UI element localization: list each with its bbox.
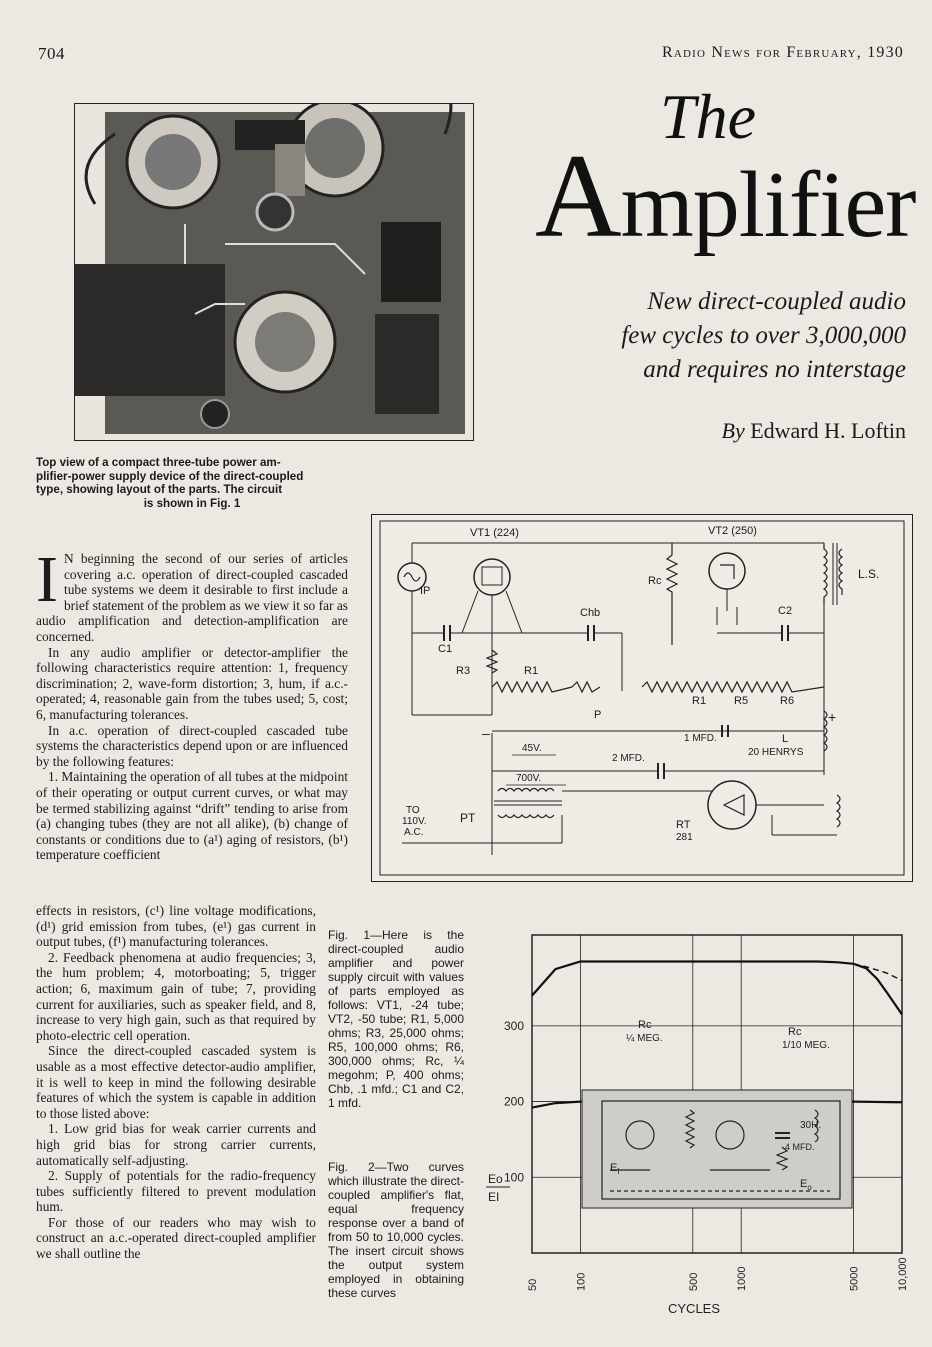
amplifier-photo-image bbox=[75, 104, 473, 440]
fig1-schematic-drawing bbox=[372, 515, 912, 881]
subtitle-line: New direct-coupled audio bbox=[647, 288, 906, 315]
fig1-label-l: L bbox=[782, 733, 789, 745]
title-initial: A bbox=[535, 129, 621, 262]
chart-y-tick-label: 300 bbox=[503, 1018, 524, 1033]
amplifier-photo bbox=[74, 103, 474, 441]
fig1-label-r1b: R1 bbox=[692, 695, 707, 707]
fig1-label-700v: 700V. bbox=[516, 773, 542, 784]
annotation-rc-quarter-sub: ¼ MEG. bbox=[626, 1033, 663, 1044]
insert-label-4mfd: 4 MFD. bbox=[785, 1142, 815, 1152]
chart-series-line bbox=[532, 962, 902, 1015]
fig1-label-r6: R6 bbox=[780, 695, 795, 707]
body-paragraph: Since the direct-coupled cascaded system is usable as a most effective detector-audio amplifier, it is well to keep in mind the following desirable features of which the system is capable in addition to those listed above: bbox=[36, 1043, 316, 1121]
body-paragraph bbox=[36, 543, 348, 645]
fig1-label-minus: – bbox=[482, 725, 490, 741]
fig1-label-chb: Chb bbox=[580, 607, 601, 619]
annotation-rc-tenth: Rc bbox=[788, 1026, 802, 1038]
fig1-label-r3: R3 bbox=[456, 665, 471, 677]
photo-caption-line: is shown in Fig. 1 bbox=[143, 496, 241, 510]
subtitle-line: and requires no interstage bbox=[643, 356, 906, 383]
fig1-label-to: TO bbox=[406, 805, 420, 816]
fig1-label-rt: RT bbox=[676, 819, 691, 831]
fig1-label-c1: C1 bbox=[438, 643, 453, 655]
chart-x-tick-label: 1000 bbox=[736, 1266, 749, 1291]
annotation-rc-quarter: Rc bbox=[638, 1019, 652, 1031]
body-paragraph: In any audio amplifier or detector-amplifier the following characteristics require attention: 1, frequency discrimination; 2, wave-form distortion; 3, hum, if a.c.-operated; 4, reasonable gain from the tubes used; 5, cost; 6, manufacturing tolerances. bbox=[36, 644, 348, 722]
fig1-label-1mfd: 1 MFD. bbox=[684, 733, 717, 744]
fig1-label-pt: PT bbox=[460, 811, 476, 825]
body-paragraph: 2. Supply of potentials for the radio-frequency tubes sufficiently filtered to prevent modulation hum. bbox=[36, 1168, 316, 1215]
chart-x-tick-label: 500 bbox=[687, 1272, 700, 1291]
fig2-caption: Fig. 2—Two curves which illustrate the direct-coupled amplifier's flat, equal frequency response over a band of from 50 to 10,000 cycles. The insert circuit shows the output system employed in obtaining these curves bbox=[328, 1160, 464, 1300]
body-paragraph: 1. Low grid bias for weak carrier currents and high grid bias for strong carrier currents, automatically self-adjusting. bbox=[36, 1121, 316, 1168]
fig1-label-ip: IP bbox=[420, 585, 431, 597]
subtitle-line: few cycles to over 3,000,000 bbox=[621, 322, 906, 349]
chart-y-tick-label: 200 bbox=[503, 1094, 524, 1109]
x-axis-label: CYCLES bbox=[668, 1301, 721, 1316]
insert-label-ei-sub: I bbox=[617, 1167, 620, 1176]
body-paragraph: 2. Feedback phenomena at audio frequencies; 3, the hum problem; 4, motorboating; 5, trigger action; 6, maximum gain of tube; 7, providing current for auxiliaries, such as speaker field, and 8, increase to very high gain, such as that required by photo-electric cell operation. bbox=[36, 949, 316, 1043]
photo-caption-line: type, showing layout of the parts. The circuit bbox=[36, 483, 283, 496]
fig1-label-45v: 45V. bbox=[522, 743, 542, 754]
chart-x-tick-label: 50 bbox=[527, 1278, 539, 1291]
article-body-column-1 bbox=[36, 543, 348, 863]
fig1-label-rt-type: 281 bbox=[676, 832, 693, 843]
fig1-label-vt1: VT1 (224) bbox=[470, 527, 519, 539]
fig1-label-p: P bbox=[594, 709, 602, 721]
byline-by: By bbox=[721, 418, 745, 443]
running-head: Radio News for February, 1930 bbox=[662, 44, 904, 61]
body-paragraph: 1. Maintaining the operation of all tubes at the midpoint of their operating or output current curves, or what may be termed stabilizing against “drift” tending to arise from (a) changing tubes (they are not all alike), (b) change of constants or conditions due to (a¹) aging of resistors, (b¹) temperature coefficient bbox=[36, 769, 348, 863]
body-paragraph-text: N beginning the second of our series of articles covering a.c. operation of direct-coupled cascaded tube systems we deem it desirable to first include a brief statement of the problem as we view it so far as audio amplification and detection-amplification are concerned. bbox=[36, 551, 348, 644]
fig1-label-ls: L.S. bbox=[858, 567, 880, 581]
fig2-chart bbox=[470, 925, 920, 1325]
fig1-label-r5: R5 bbox=[734, 695, 749, 707]
photo-caption-line: plifier-power supply device of the direct-coupled bbox=[36, 469, 304, 483]
fig1-label-2mfd: 2 MFD. bbox=[612, 753, 645, 764]
body-paragraph: In a.c. operation of direct-coupled cascaded tube systems the characteristics depend upon or are influenced by the following features: bbox=[36, 722, 348, 769]
fig1-label-vt2: VT2 (250) bbox=[708, 525, 757, 537]
drop-cap: I bbox=[36, 543, 58, 616]
title-rest: mplifier bbox=[620, 153, 916, 257]
fig1-caption: Fig. 1—Here is the direct-coupled audio amplifier and power supply circuit with values of parts employed as follows: VT1, -24 tube; VT2, -50 tube; R1, 5,000 ohms; R3, 25,000 ohms; R5, 100,000 ohms; R6, 300,000 ohms; Rc, ¼ megohm; P, 400 ohms; Chb, .1 mfd.; C1 and C2, 1 mfd. bbox=[328, 928, 464, 1110]
body-paragraph: For those of our readers who may wish to construct an a.c.-operated direct-coupled amplifier we shall outline the bbox=[36, 1214, 316, 1262]
y-axis-label-num: Eo bbox=[488, 1172, 503, 1186]
insert-label-eo-main: E bbox=[800, 1178, 808, 1190]
chart-y-tick-label: 100 bbox=[503, 1170, 524, 1185]
y-axis-label-den: EI bbox=[488, 1190, 500, 1204]
byline-author: Edward H. Loftin bbox=[750, 418, 906, 443]
article-body-column-2 bbox=[36, 903, 348, 1262]
insert-label-eo-sub: o bbox=[807, 1183, 812, 1192]
byline bbox=[722, 418, 907, 444]
page-number: 704 bbox=[38, 44, 65, 63]
insert-label-30h: 30H. bbox=[800, 1120, 822, 1131]
chart-x-tick-label: 10,000 bbox=[897, 1257, 909, 1291]
fig1-label-c2: C2 bbox=[778, 605, 793, 617]
fig1-label-r1a: R1 bbox=[524, 665, 539, 677]
title-main bbox=[535, 129, 916, 262]
fig1-label-rc: Rc bbox=[648, 575, 662, 587]
chart-x-tick-label: 5000 bbox=[848, 1266, 861, 1291]
annotation-rc-tenth-sub: 1/10 MEG. bbox=[782, 1040, 830, 1051]
title-the: The bbox=[660, 81, 756, 152]
insert-label-ei-main: E bbox=[610, 1162, 618, 1174]
fig1-label-henrys: 20 HENRYS bbox=[748, 747, 804, 758]
body-paragraph: effects in resistors, (c¹) line voltage modifications, (d¹) grid emission from tubes, (e¹) gas current in output tubes, (f¹) manufacturing tolerances. bbox=[36, 903, 316, 950]
fig1-label-plus: + bbox=[828, 709, 837, 725]
photo-caption-line: Top view of a compact three-tube power am- bbox=[36, 456, 281, 469]
fig1-label-110v: 110V. bbox=[402, 816, 427, 827]
fig1-schematic bbox=[371, 514, 913, 882]
photo-caption bbox=[36, 456, 348, 510]
fig2-chart-svg bbox=[470, 925, 920, 1325]
subtitle bbox=[526, 285, 906, 387]
chart-x-tick-label: 100 bbox=[575, 1272, 588, 1291]
fig1-label-ac: A.C. bbox=[404, 827, 424, 838]
